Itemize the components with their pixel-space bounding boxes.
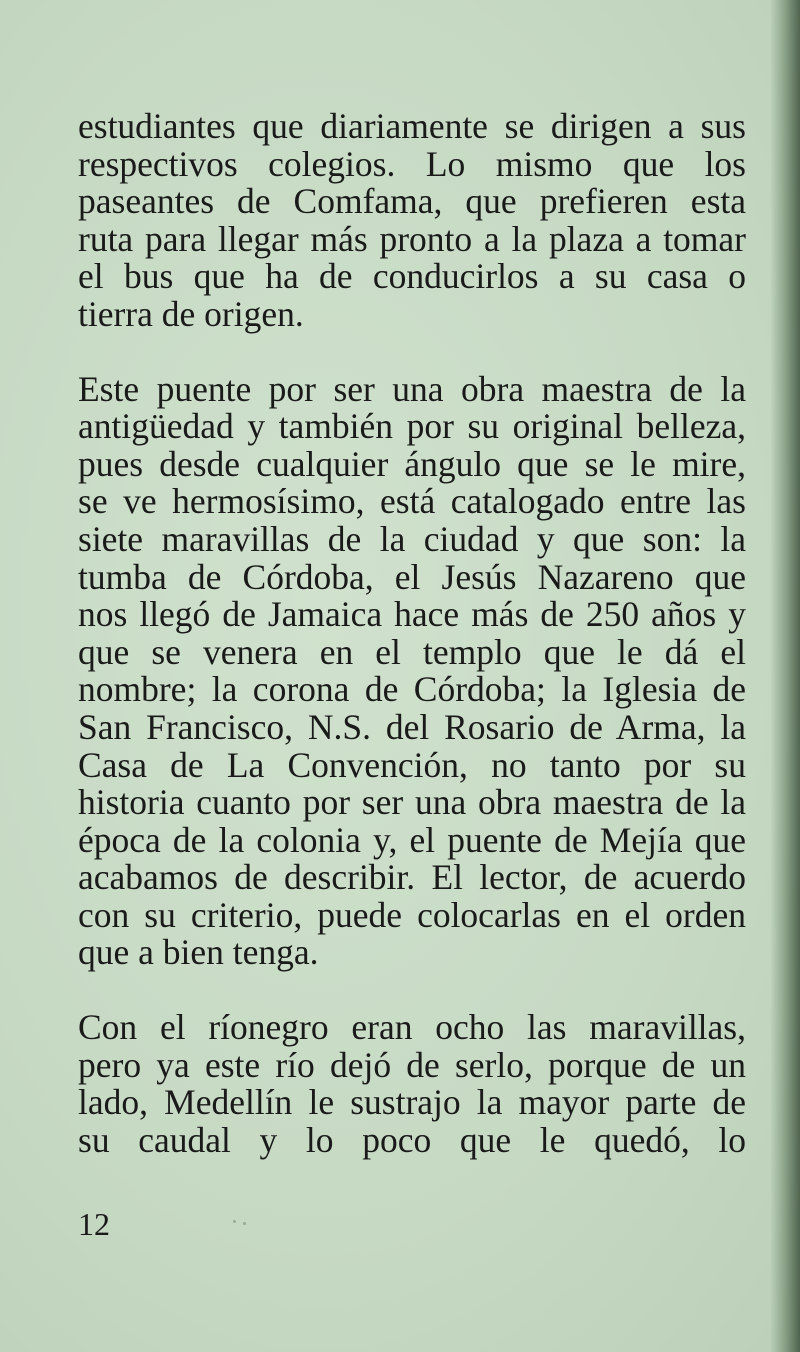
text-line: el bus que ha de conducirlos a su casa o: [78, 256, 746, 297]
text-line: lado, Medellín le sustrajo la mayor parte de: [78, 1082, 746, 1123]
text-line: su caudal y lo poco que le quedó, lo: [78, 1119, 746, 1160]
text-line: tierra de origen.: [78, 293, 304, 334]
text-line: pero ya este río dejó de serlo, porque de un: [78, 1044, 746, 1085]
text-line: que se venera en el templo que le dá el: [78, 631, 746, 672]
text-line: respectivos colegios. Lo mismo que los: [78, 143, 746, 184]
text-line: Con el ríonegro eran ocho las maravillas,: [78, 1007, 746, 1048]
page-number: 12: [78, 1206, 110, 1242]
text-line: antigüedad y también por su original belleza,: [78, 406, 746, 447]
text-line: nos llegó de Jamaica hace más de 250 años y: [78, 594, 746, 635]
paragraph-3: [78, 1009, 746, 1159]
text-line: siete maravillas de la ciudad y que son: la: [78, 518, 746, 559]
text-line: con su criterio, puede colocarlas en el orden: [78, 894, 746, 935]
text-line: paseantes de Comfama, que prefieren esta: [78, 181, 746, 222]
text-line: estudiantes que diariamente se dirigen a sus: [78, 106, 746, 146]
text-line: Casa de La Convención, no tanto por su: [78, 744, 746, 785]
page-body: [78, 108, 746, 1159]
text-line: San Francisco, N.S. del Rosario de Arma, la: [78, 706, 746, 747]
paragraph-2: [78, 368, 746, 973]
text-line: que a bien tenga.: [78, 932, 319, 973]
paper-speck: [233, 1220, 236, 1223]
text-line: acabamos de describir. El lector, de acuerdo: [78, 857, 746, 898]
paragraph-1: [78, 108, 746, 334]
text-line: ruta para llegar más pronto a la plaza a tomar: [78, 218, 746, 259]
text-line: nombre; la corona de Córdoba; la Iglesia de: [78, 669, 746, 710]
text-line: tumba de Córdoba, el Jesús Nazareno que: [78, 556, 746, 597]
text-line: época de la colonia y, el puente de Mejía que: [78, 819, 746, 860]
text-line: pues desde cualquier ángulo que se le mire,: [78, 443, 746, 484]
text-line: historia cuanto por ser una obra maestra de la: [78, 782, 746, 823]
text-line: Este puente por ser una obra maestra de la: [78, 368, 746, 409]
text-line: se ve hermosísimo, está catalogado entre las: [78, 481, 746, 522]
paper-speck: [243, 1222, 246, 1225]
